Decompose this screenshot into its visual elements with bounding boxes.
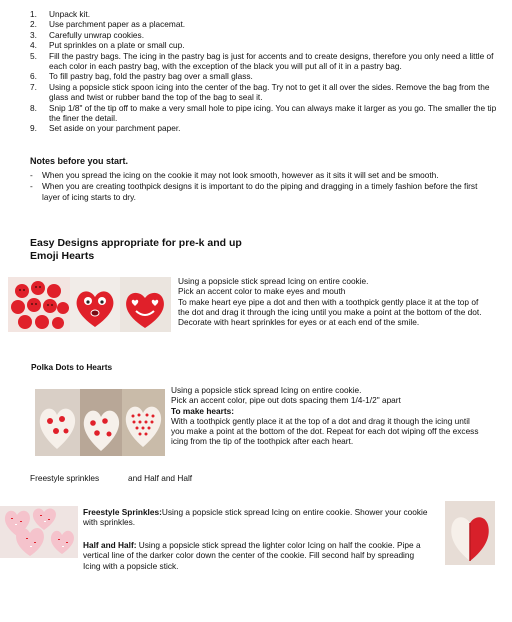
step-item: 3. Carefully unwrap cookies. (30, 29, 144, 40)
half-and-half-label: Half and Half: (83, 540, 137, 550)
subsection-title-emoji-hearts: Emoji Hearts (30, 250, 95, 262)
caption-half-and-half: and Half and Half (128, 473, 193, 483)
step-item: 7. Using a popsicle stick spoon icing into the center of the bag. Try not to get it all over the sides. Remove the bag from the glass and twist or rubber band the top of the bag to seal it. (30, 81, 490, 103)
step-item: 9. Set aside on your parchment paper. (30, 123, 181, 134)
section-heading (30, 237, 242, 263)
step-item: 5. Fill the pastry bags. The icing in the pastry bag is just for accents and to create designs, therefore you only need a little of each color in each pastry bag, with the exception of the black you will put all of it in a pastry bag. (30, 50, 494, 72)
freestyle-sprinkles-photo (0, 506, 78, 558)
emoji-hearts-instructions: Using a popsicle stick spread Icing on entire cookie. Pick an accent color to make eyes and mouth To make heart eye pipe a dot and then with a toothpick gently place it at the top of the dot and drag it through the icing until you make a point at the bottom of the dot. Decorate with heart sprinkles for eyes or at each end of the smile. (178, 276, 482, 328)
polka-dots-photo (35, 389, 165, 456)
note-item: - When you are creating toothpick designs it is important to do the piping and dragging in a timely fashion before the first layer of icing starts to dry. (30, 181, 478, 202)
polka-dots-instructions: Using a popsicle stick spread Icing on entire cookie. Pick an accent color, pipe out dots spacing them 1/4-1/2" apart To make hearts: With a toothpick gently place it at the top of a dot and drag it though the icing until you make a point at the bottom of the dot. Repeat for each dot wiping off the excess icing from the tip of the toothpick after each heart. (171, 385, 483, 447)
bullet-dash: - (30, 170, 33, 180)
make-hearts-subtitle: To make hearts: (171, 405, 235, 416)
step-item: 6. To fill pastry bag, fold the pastry bag over a small glass. (30, 71, 253, 82)
step-item: 1. Unpack kit. (30, 9, 91, 19)
bullet-dash: - (30, 181, 33, 192)
half-and-half-photo (445, 501, 495, 565)
section-title: Easy Designs appropriate for pre-k and up (30, 237, 242, 249)
caption-freestyle-sprinkles: Freestyle sprinkles (30, 473, 100, 483)
step-item: 2. Use parchment paper as a placemat. (30, 19, 186, 30)
steps-list (30, 9, 500, 134)
notes-list (30, 170, 490, 203)
freestyle-sprinkles-instructions: Freestyle Sprinkles:Using a popsicle stick spread Icing on entire cookie. Shower your cookie with sprinkles. (83, 507, 428, 528)
step-item: 4. Put sprinkles on a plate or small cup. (30, 40, 185, 51)
subsection-title-polka-dots: Polka Dots to Hearts (31, 362, 113, 372)
note-item: - When you spread the icing on the cookie it may not look smooth, however as it sits it will set and be smooth. (30, 170, 439, 180)
step-item: 8. Snip 1/8" of the tip off to make a very small hole to pipe icing. You can always make it larger as you go. The smaller the tip the finer the detail. (30, 102, 497, 124)
emoji-hearts-photo (8, 277, 171, 332)
half-and-half-instructions: Half and Half: Using a popsicle stick spread the lighter color Icing on half the cookie. Pipe a vertical line of the darker color down the center of the cookie. Fill second half by spreading Icing with a popsicle stick. (83, 540, 421, 571)
notes-heading: Notes before you start. (30, 156, 129, 166)
freestyle-sprinkles-label: Freestyle Sprinkles: (83, 507, 162, 517)
